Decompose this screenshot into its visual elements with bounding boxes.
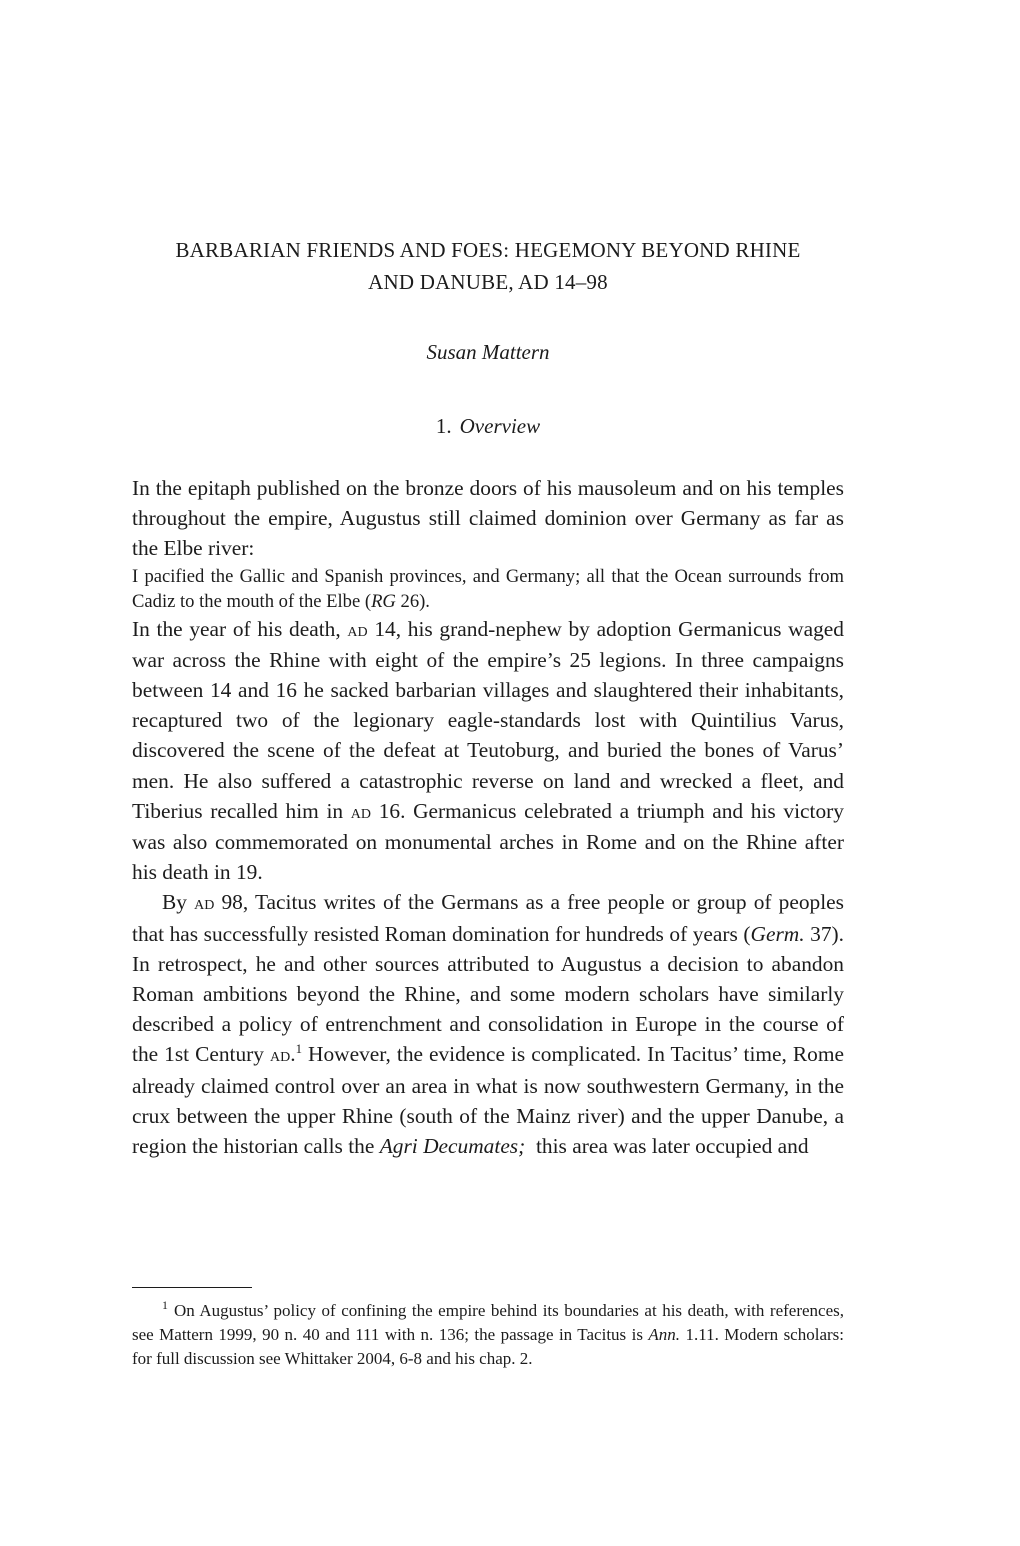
p3-text-a: By <box>162 890 195 915</box>
p2-ad-1: ad <box>347 618 368 641</box>
p3-agri: Agri Decumates; <box>379 1134 526 1159</box>
body-text <box>132 473 844 1161</box>
paragraph-1: In the epitaph published on the bronze doors of his mausoleum and on his temples throughout the empire, Augustus still claimed dominion over Germany as far as the Elbe river: <box>132 476 844 561</box>
section-number: 1. <box>435 414 452 438</box>
footnote-1 <box>132 1299 844 1371</box>
author-name: Susan Mattern <box>426 340 550 364</box>
p2-text-b: 14, his grand-nephew by adoption Germanicus waged war across the Rhine with eight of the empire’s 25 legions. In three campaigns between 14 and 16 he sacked barbarian villages and slaughtered their inhabitants, recaptured two of the legionary eagle-standards lost with Quintilius Varus, discovered the scene of the defeat at Teutoburg, and buried the bones of Varus’ men. He also suffered a catastrophic reverse on land and wrecked a fleet, and Tiberius recalled him in <box>132 616 844 823</box>
p2-text-a: In the year of his death, <box>132 616 348 641</box>
footnote-text-a: On Augustus’ policy of confining the empire behind its boundaries at his death, with references, see Mattern 1999, 90 n. 40 and 111 with n. 136; the passage in Tacitus is <box>132 1301 844 1344</box>
footnote-ann: Ann. <box>648 1325 681 1344</box>
title-line-2: AND DANUBE, AD 14–98 <box>368 270 608 294</box>
p2-ad-2: ad <box>350 800 372 823</box>
p2-text-c: 16. Germanicus celebrated a triumph and his victory was also commemorated on monumental arches in Rome and on the Rhine after his death in 19. <box>132 798 844 885</box>
section-title: Overview <box>459 414 541 438</box>
footnote-mark: 1 <box>162 1298 168 1313</box>
article-title <box>132 234 844 298</box>
p3-ad-2: ad <box>269 1044 291 1067</box>
footnote-divider <box>132 1287 252 1288</box>
block-quote <box>132 564 844 614</box>
paragraph-2 <box>132 614 844 888</box>
p3-text-d: . <box>290 1042 296 1067</box>
quote-text: I pacified the Gallic and Spanish provinces, and Germany; all that the Ocean surrounds from Cadiz to the mouth of the Elbe ( <box>132 565 844 612</box>
footnote-text-b: 1.11. Modern scholars: for full discussion see Whittaker 2004, 6-8 and his chap. 2. <box>132 1325 844 1368</box>
footnote-ref-1[interactable]: 1 <box>295 1042 302 1057</box>
p3-text-f: this area was later occupied and <box>525 1134 809 1159</box>
p3-ad-1: ad <box>194 892 215 915</box>
quote-ref: RG <box>371 590 396 612</box>
title-line-1: BARBARIAN FRIENDS AND FOES: HEGEMONY BEYOND RHINE <box>175 238 801 262</box>
p3-text-e: However, the evidence is complicated. In Tacitus’ time, Rome already claimed control over an area in what is now southwestern Germany, in the crux between the upper Rhine (south of the Mainz river) and the upper Danube, a region the historian calls the <box>132 1042 844 1159</box>
paragraph-3 <box>132 887 844 1161</box>
p3-text-b: 98, Tacitus writes of the Germans as a free people or group of peoples that has successfully resisted Roman domination for hundreds of years ( <box>132 890 845 946</box>
quote-ref-num: 26). <box>395 590 430 612</box>
p3-text-c: 37). In retrospect, he and other sources attributed to Augustus a decision to abandon Roman ambitions beyond the Rhine, and some modern scholars have similarly described a policy of entrenchment and consolidation in Europe in the course of the 1st Century <box>132 921 844 1067</box>
p3-germ: Germ. <box>750 921 805 946</box>
section-heading <box>132 414 844 439</box>
